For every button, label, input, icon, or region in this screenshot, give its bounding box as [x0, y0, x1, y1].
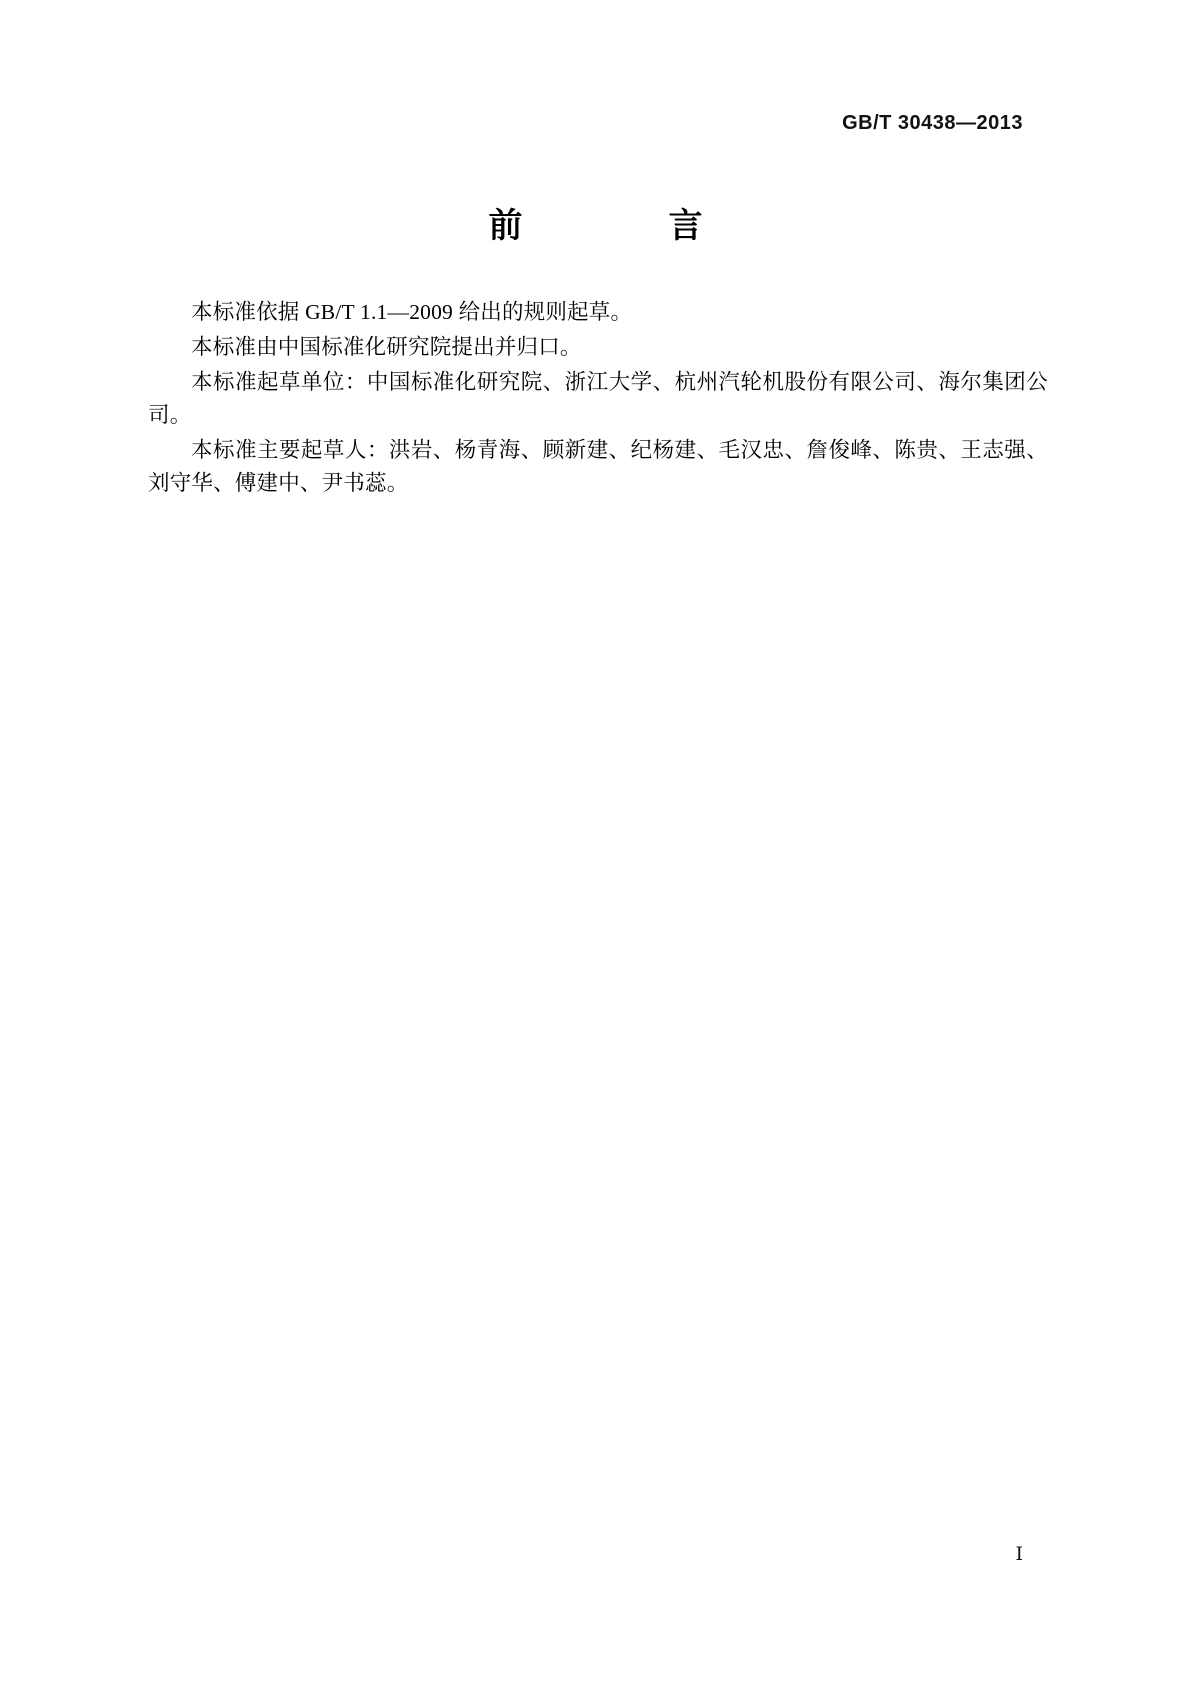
paragraph: 本标准起草单位：中国标准化研究院、浙江大学、杭州汽轮机股份有限公司、海尔集团公司。: [148, 370, 1048, 427]
paragraph: 本标准由中国标准化研究院提出并归口。: [191, 335, 582, 359]
foreword-body: [148, 296, 1048, 502]
page-title: 前 言: [488, 206, 729, 246]
page-number: Ⅰ: [1015, 1544, 1023, 1565]
paragraph: 本标准依据 GB/T 1.1—2009 给出的规则起草。: [191, 300, 633, 324]
standard-number-header: GB/T 30438—2013: [842, 112, 1023, 134]
paragraph: 本标准主要起草人：洪岩、杨青海、顾新建、纪杨建、毛汉忠、詹俊峰、陈贵、王志强、刘守华、傅建中、尹书蕊。: [148, 438, 1048, 495]
